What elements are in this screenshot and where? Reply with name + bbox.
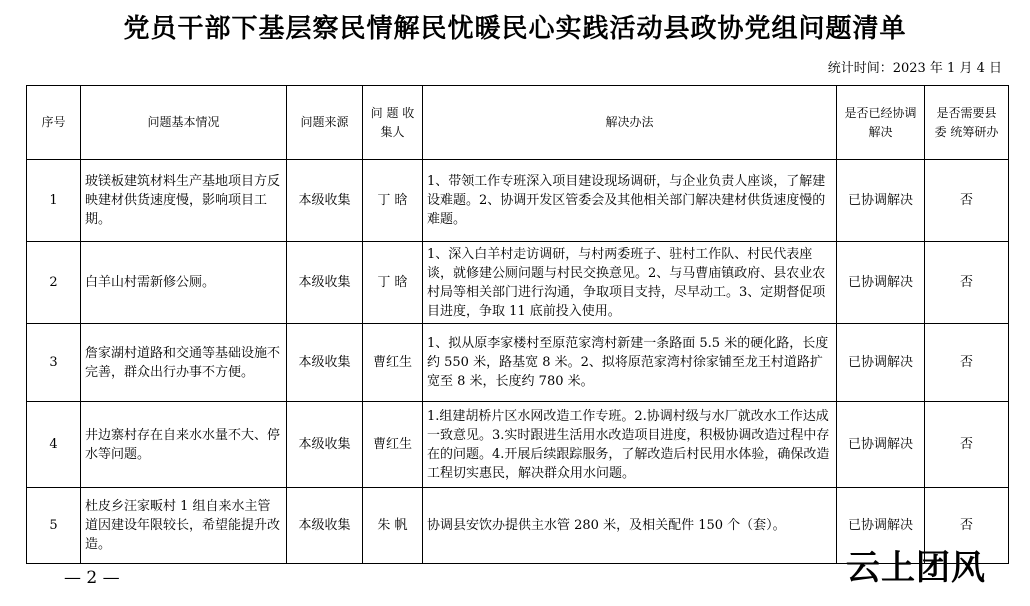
row-escalate: 否 — [925, 402, 1009, 488]
table-row — [27, 324, 1009, 402]
row-resolved: 已协调解决 — [837, 324, 925, 402]
row-resolved: 已协调解决 — [837, 242, 925, 324]
header-escalate: 是否需要县 委 统筹研办 — [925, 86, 1009, 160]
header-resolved: 是否已经协调解决 — [837, 86, 925, 160]
row-situation: 白羊山村需新修公厕。 — [81, 242, 287, 324]
header-situation: 问题基本情况 — [81, 86, 287, 160]
issues-table — [26, 85, 1009, 564]
table-header-row — [27, 86, 1009, 160]
row-collector: 曹红生 — [363, 324, 423, 402]
row-solution: 1、带领工作专班深入项目建设现场调研，与企业负责人座谈，了解建设难题。2、协调开发区管委会及其他相关部门解决建材供货速度慢的难题。 — [423, 160, 837, 242]
row-solution: 1、深入白羊村走访调研，与村两委班子、驻村工作队、村民代表座谈，就修建公厕问题与村民交换意见。2、与马曹庙镇政府、县农业农村局等相关部门进行沟通，争取项目支持，尽早动工。3、定期督促项目进度，争取 11 底前投入使用。 — [423, 242, 837, 324]
watermark-logo: 云上团风 — [846, 548, 986, 588]
row-escalate: 否 — [925, 242, 1009, 324]
row-escalate: 否 — [925, 324, 1009, 402]
row-source: 本级收集 — [287, 402, 363, 488]
header-num: 序号 — [27, 86, 81, 160]
statistics-date: 统计时间：2023 年 1 月 4 日 — [827, 61, 1002, 76]
row-resolved: 已协调解决 — [837, 160, 925, 242]
row-source: 本级收集 — [287, 488, 363, 564]
row-solution: 1.组建胡桥片区水网改造工作专班。2.协调村级与水厂就改水工作达成一致意见。3.实时跟进生活用水改造项目进度，积极协调改造过程中存在的问题。4.开展后续跟踪服务，了解改造后村民用水体验，确保改造工程切实惠民，解决群众用水问题。 — [423, 402, 837, 488]
header-solution: 解决办法 — [423, 86, 837, 160]
row-resolved: 已协调解决 — [837, 402, 925, 488]
document-title: 党员干部下基层察民情解民忧暖民心实践活动县政协党组问题清单 — [123, 14, 907, 44]
row-num: 1 — [27, 160, 81, 242]
row-collector: 朱 帆 — [363, 488, 423, 564]
header-source: 问题来源 — [287, 86, 363, 160]
table-row — [27, 242, 1009, 324]
row-collector: 曹红生 — [363, 402, 423, 488]
row-source: 本级收集 — [287, 242, 363, 324]
row-escalate: 否 — [925, 488, 1009, 564]
row-num: 4 — [27, 402, 81, 488]
row-resolved: 已协调解决 — [837, 488, 925, 564]
table-row — [27, 402, 1009, 488]
row-collector: 丁 晗 — [363, 242, 423, 324]
row-situation: 詹家湖村道路和交通等基础设施不完善，群众出行办事不方便。 — [81, 324, 287, 402]
row-solution: 1、拟从原李家楼村至原范家湾村新建一条路面 5.5 米的硬化路，长度约 550 米，路基宽 8 米。2、拟将原范家湾村徐家铺至龙王村道路扩宽至 8 米，长度约 780 米。 — [423, 324, 837, 402]
row-solution: 协调县安饮办提供主水管 280 米，及相关配件 150 个（套）。 — [423, 488, 837, 564]
row-collector: 丁 晗 — [363, 160, 423, 242]
header-collector: 问 题 收集人 — [363, 86, 423, 160]
table-row — [27, 160, 1009, 242]
row-num: 3 — [27, 324, 81, 402]
row-situation: 井边寨村存在自来水水量不大、停水等问题。 — [81, 402, 287, 488]
row-num: 2 — [27, 242, 81, 324]
row-situation: 杜皮乡汪家畈村 1 组自来水主管道因建设年限较长，希望能提升改造。 — [81, 488, 287, 564]
page-number: — 2 — — [64, 568, 120, 588]
row-num: 5 — [27, 488, 81, 564]
row-situation: 玻镁板建筑材料生产基地项目方反映建材供货速度慢，影响项目工期。 — [81, 160, 287, 242]
row-source: 本级收集 — [287, 160, 363, 242]
row-escalate: 否 — [925, 160, 1009, 242]
row-source: 本级收集 — [287, 324, 363, 402]
